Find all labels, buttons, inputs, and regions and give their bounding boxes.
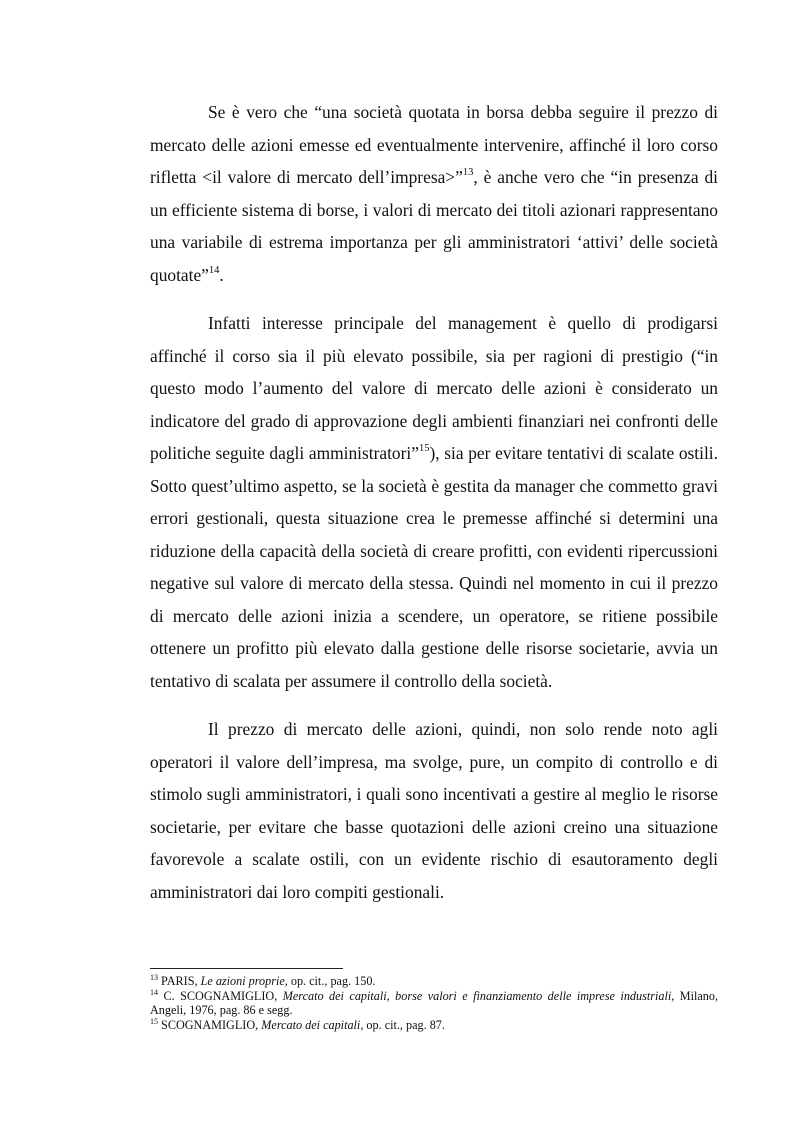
footnote-details: , Milano, Angeli, 1976, pag. 86 e segg. [150, 988, 719, 1018]
paragraph-3 [150, 713, 718, 908]
footnote-15 [150, 1018, 718, 1033]
footnotes [150, 974, 718, 1032]
footnote-author: C. SCOGNAMIGLIO, [163, 988, 283, 1003]
footnote-author: PARIS, [161, 974, 201, 988]
footnote-13 [150, 974, 718, 989]
footnote-ref-15[interactable]: 15 [418, 443, 430, 455]
footnote-number: 14 [150, 987, 158, 997]
paragraph-2 [150, 307, 718, 697]
footnote-number: 13 [150, 972, 158, 982]
footnote-number: 15 [150, 1016, 158, 1026]
paragraph-3-text: Il prezzo di mercato delle azioni, quindi, non solo rende noto agli operatori il valore dell’impresa, ma svolge, pure, un compito di controllo e di stimolo sugli amministratori, i quali sono incentivati a gestire al meglio le risorse societarie, per evitare che basse quotazioni delle azioni creino una situazione favorevole a scalate ostili, con un evidente rischio di esautoramento degli amministratori dai loro compiti gestionali. [150, 719, 718, 902]
footnote-title: Mercato dei capitali, borse valori e finanziamento delle imprese industriali [282, 988, 672, 1003]
footnote-title: Mercato dei capitali [261, 1017, 361, 1032]
body-text [150, 96, 718, 924]
paragraph-1-text-c: . [219, 264, 224, 285]
paragraph-2-text-a: Infatti interesse principale del management è quello di prodigarsi affinché il corso sia il più elevato possibile, sia per ragioni di prestigio (“in questo modo l’aumento del valore di mercato delle azioni è considerato un indicatore del grado di approvazione degli ambienti finanziari nei confronti delle politiche seguite dagli amministratori” [150, 313, 718, 463]
footnote-author: SCOGNAMIGLIO, [161, 1017, 262, 1032]
footnote-title: Le azioni proprie [200, 974, 285, 988]
paragraph-1 [150, 96, 718, 291]
paragraph-1-text-b: , è anche vero che “in presenza di un efficiente sistema di borse, i valori di mercato dei titoli azionari rappresentano una variabile di estrema importanza per gli amministratori ‘attivi’ delle società quotate” [150, 167, 718, 285]
footnote-ref-14[interactable]: 14 [208, 264, 220, 276]
footnote-14 [150, 989, 718, 1018]
footnote-separator [150, 968, 343, 969]
footnote-details: , op. cit., pag. 87. [360, 1017, 445, 1032]
paragraph-2-text-b: ), sia per evitare tentativi di scalate ostili. Sotto quest’ultimo aspetto, se la società è gestita da manager che commetto gravi errori gestionali, questa situazione crea le premesse affinché si determini una riduzione della capacità della società di creare profitti, con evidenti ripercussioni negative sul valore di mercato della stessa. Quindi nel momento in cui il prezzo di mercato delle azioni inizia a scendere, un operatore, se ritiene possibile ottenere un profitto più elevato dalla gestione delle risorse societarie, avvia un tentativo di scalata per assumere il controllo della società. [150, 443, 718, 691]
paragraph-1-text-a: Se è vero che “una società quotata in borsa debba seguire il prezzo di mercato delle azioni emesse ed eventualmente intervenire, affinché il loro corso rifletta <il valore di mercato dell’impresa>” [150, 102, 718, 187]
footnote-details: , op. cit., pag. 150. [284, 974, 376, 988]
footnote-ref-13[interactable]: 13 [462, 167, 474, 179]
